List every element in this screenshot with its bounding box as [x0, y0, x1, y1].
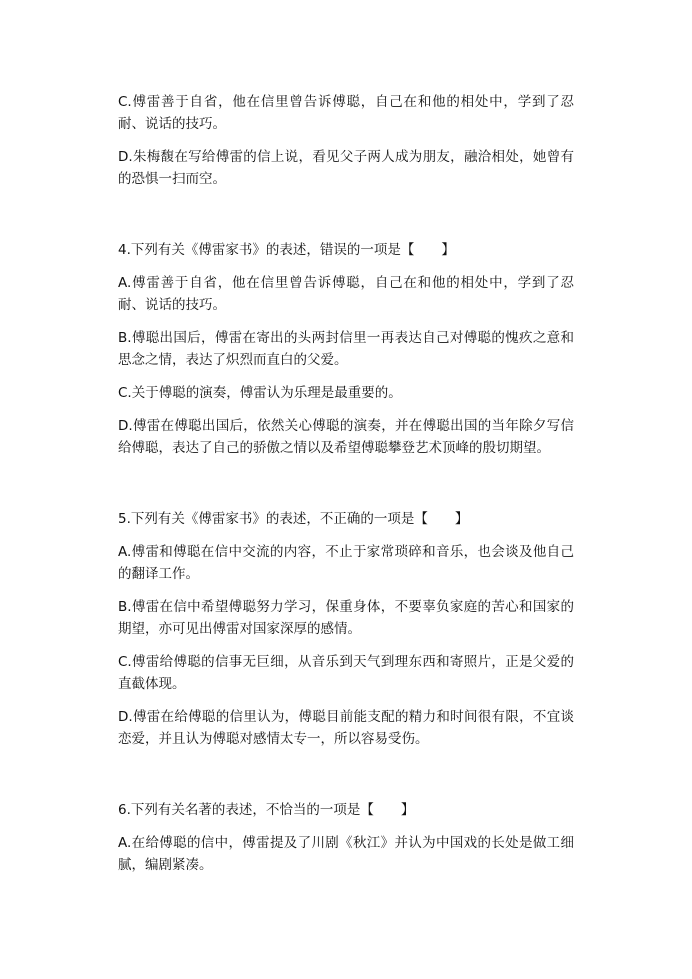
question-4: [118, 239, 574, 459]
option-d: D.朱梅馥在写给傅雷的信上说，看见父子两人成为朋友，融洽相处，她曾有的恐惧一扫而空。: [118, 149, 574, 187]
question-6: [118, 799, 574, 876]
question-5: [118, 508, 574, 750]
option-d: D.傅雷在傅聪出国后，依然关心傅聪的演奏，并在傅聪出国的当年除夕写信给傅聪，表达了自己的骄傲之情以及希望傅聪攀登艺术顶峰的殷切期望。: [118, 418, 574, 456]
option-b: B.傅聪出国后，傅雷在寄出的头两封信里一再表达自己对傅聪的愧疚之意和思念之情，表达了炽烈而直白的父爱。: [118, 330, 574, 368]
option-d: D.傅雷在给傅聪的信里认为，傅聪目前能支配的精力和时间很有限，不宜谈恋爱，并且认为傅聪对感情太专一，所以容易受伤。: [118, 709, 574, 747]
option-c: C.傅雷善于自省，他在信里曾告诉傅聪，自己在和他的相处中，学到了忍耐、说话的技巧。: [118, 94, 574, 132]
question-stem: 6.下列有关名著的表述，不恰当的一项是【 】: [118, 802, 415, 818]
document-page: [118, 91, 574, 876]
option-c: C.傅雷给傅聪的信事无巨细，从音乐到天气到理东西和寄照片，正是父爱的直截体现。: [118, 654, 574, 692]
question-stem: 4.下列有关《傅雷家书》的表述，错误的一项是【 】: [118, 242, 455, 258]
option-c: C.关于傅聪的演奏，傅雷认为乐理是最重要的。: [118, 385, 402, 401]
option-b: B.傅雷在信中希望傅聪努力学习，保重身体，不要辜负家庭的苦心和国家的期望，亦可见出傅雷对国家深厚的感情。: [118, 599, 574, 637]
option-a: A.傅雷和傅聪在信中交流的内容，不止于家常琐碎和音乐，也会谈及他自己的翻译工作。: [118, 544, 574, 582]
question-stem: 5.下列有关《傅雷家书》的表述，不正确的一项是【 】: [118, 511, 469, 527]
option-a: A.傅雷善于自省，他在信里曾告诉傅聪，自己在和他的相处中，学到了忍耐、说话的技巧。: [118, 275, 574, 313]
option-a: A.在给傅聪的信中，傅雷提及了川剧《秋江》并认为中国戏的长处是做工细腻，编剧紧凑。: [118, 835, 574, 873]
